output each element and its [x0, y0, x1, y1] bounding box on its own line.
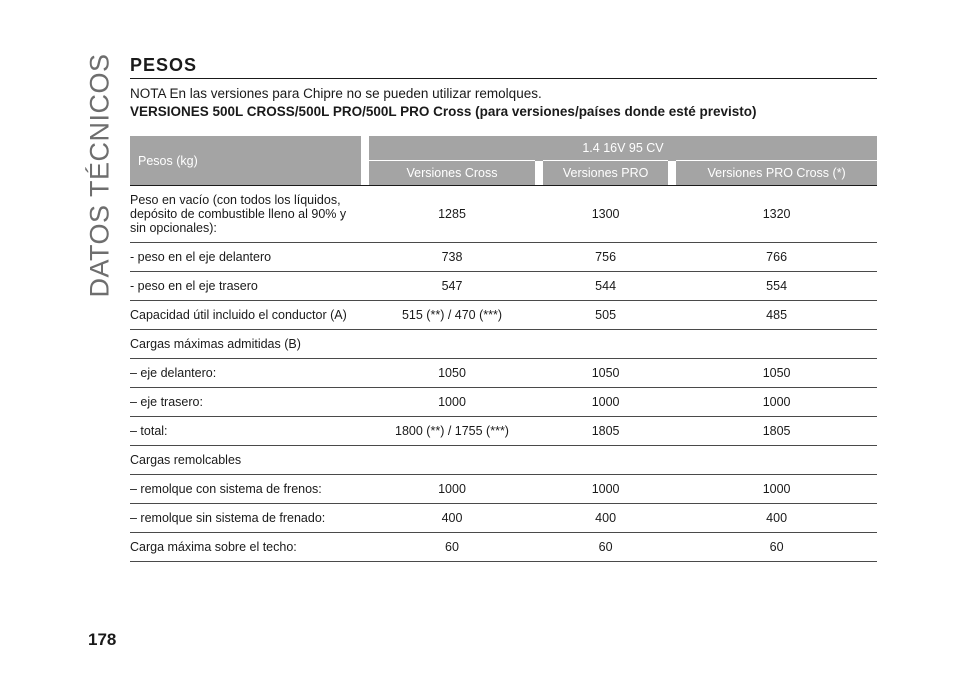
row-value: 60: [543, 533, 668, 562]
row-value: [676, 446, 877, 475]
side-section-title-text: DATOS TÉCNICOS: [84, 53, 115, 298]
row-value: 1000: [369, 475, 535, 504]
header-gap: [361, 136, 369, 186]
row-value: 505: [543, 301, 668, 330]
table-row: [130, 272, 877, 301]
header-gap: [668, 161, 676, 186]
row-gap: [361, 533, 369, 562]
row-value: 1300: [543, 186, 668, 243]
row-gap: [361, 301, 369, 330]
header-gap: [535, 161, 543, 186]
row-value: 60: [369, 533, 535, 562]
row-gap: [668, 504, 676, 533]
row-gap: [361, 388, 369, 417]
row-value: 1000: [543, 388, 668, 417]
row-gap: [535, 186, 543, 243]
versions-heading: VERSIONES 500L CROSS/500L PRO/500L PRO Cross (para versiones/países donde esté previsto): [130, 104, 757, 119]
row-gap: [668, 388, 676, 417]
table-row: [130, 301, 877, 330]
row-label: Capacidad útil incluido el conductor (A): [130, 301, 361, 330]
row-gap: [535, 301, 543, 330]
page-number: 178: [88, 630, 117, 649]
row-value: [369, 330, 535, 359]
row-value: 1285: [369, 186, 535, 243]
row-gap: [361, 359, 369, 388]
row-value: 756: [543, 243, 668, 272]
row-value: 1805: [543, 417, 668, 446]
table-row: [130, 504, 877, 533]
row-value: 1050: [369, 359, 535, 388]
row-value: 1800 (**) / 1755 (***): [369, 417, 535, 446]
row-value: [543, 446, 668, 475]
table-row: [130, 417, 877, 446]
weights-table: [130, 136, 877, 562]
table-row: [130, 533, 877, 562]
row-value: 1000: [369, 388, 535, 417]
row-value: 544: [543, 272, 668, 301]
table-row: [130, 186, 877, 243]
row-label: – eje delantero:: [130, 359, 361, 388]
table-row: [130, 475, 877, 504]
row-value: [543, 330, 668, 359]
row-value: 766: [676, 243, 877, 272]
page-content: [130, 54, 877, 562]
row-value: 515 (**) / 470 (***): [369, 301, 535, 330]
table-row: [130, 330, 877, 359]
weights-label-header: Pesos (kg): [130, 136, 361, 186]
row-label: – remolque con sistema de frenos:: [130, 475, 361, 504]
row-gap: [361, 186, 369, 243]
row-value: 1050: [543, 359, 668, 388]
row-value: 1050: [676, 359, 877, 388]
row-gap: [668, 446, 676, 475]
engine-header: 1.4 16V 95 CV: [369, 136, 877, 161]
row-label: - peso en el eje trasero: [130, 272, 361, 301]
row-value: 1000: [676, 475, 877, 504]
row-gap: [535, 475, 543, 504]
section-title: PESOS: [130, 55, 198, 75]
row-value: 400: [543, 504, 668, 533]
row-value: 1805: [676, 417, 877, 446]
row-gap: [668, 533, 676, 562]
row-gap: [668, 301, 676, 330]
row-value: 400: [369, 504, 535, 533]
row-value: 1000: [676, 388, 877, 417]
row-value: 400: [676, 504, 877, 533]
row-gap: [535, 330, 543, 359]
row-value: [676, 330, 877, 359]
column-header-pro-cross: Versiones PRO Cross (*): [676, 161, 877, 186]
table-row: [130, 446, 877, 475]
table-row: [130, 359, 877, 388]
row-label: Carga máxima sobre el techo:: [130, 533, 361, 562]
row-value: 554: [676, 272, 877, 301]
row-label: – total:: [130, 417, 361, 446]
row-gap: [668, 417, 676, 446]
row-value: 60: [676, 533, 877, 562]
row-gap: [535, 504, 543, 533]
row-value: 1000: [543, 475, 668, 504]
row-gap: [668, 272, 676, 301]
column-header-pro: Versiones PRO: [543, 161, 668, 186]
row-value: 738: [369, 243, 535, 272]
row-label: - peso en el eje delantero: [130, 243, 361, 272]
row-label: – remolque sin sistema de frenado:: [130, 504, 361, 533]
row-gap: [535, 417, 543, 446]
row-label: – eje trasero:: [130, 388, 361, 417]
row-gap: [361, 504, 369, 533]
row-label: Cargas máximas admitidas (B): [130, 330, 361, 359]
title-rule: [130, 78, 877, 79]
row-gap: [361, 330, 369, 359]
table-row: [130, 388, 877, 417]
row-gap: [668, 330, 676, 359]
row-label: Peso en vacío (con todos los líquidos, depósito de combustible lleno al 90% y sin opcionales):: [130, 186, 361, 243]
row-gap: [535, 533, 543, 562]
row-gap: [668, 359, 676, 388]
row-value: 485: [676, 301, 877, 330]
row-value: [369, 446, 535, 475]
row-gap: [535, 272, 543, 301]
row-gap: [535, 243, 543, 272]
row-gap: [361, 417, 369, 446]
row-gap: [361, 475, 369, 504]
row-gap: [668, 186, 676, 243]
row-gap: [535, 446, 543, 475]
row-gap: [361, 446, 369, 475]
side-section-title: [80, 40, 120, 300]
row-gap: [668, 475, 676, 504]
column-header-cross: Versiones Cross: [369, 161, 535, 186]
weights-table-body: [130, 186, 877, 562]
row-gap: [668, 243, 676, 272]
row-gap: [535, 359, 543, 388]
row-label: Cargas remolcables: [130, 446, 361, 475]
row-gap: [361, 243, 369, 272]
row-value: 1320: [676, 186, 877, 243]
table-row: [130, 243, 877, 272]
row-gap: [535, 388, 543, 417]
row-value: 547: [369, 272, 535, 301]
note-text: NOTA En las versiones para Chipre no se pueden utilizar remolques.: [130, 86, 542, 101]
row-gap: [361, 272, 369, 301]
